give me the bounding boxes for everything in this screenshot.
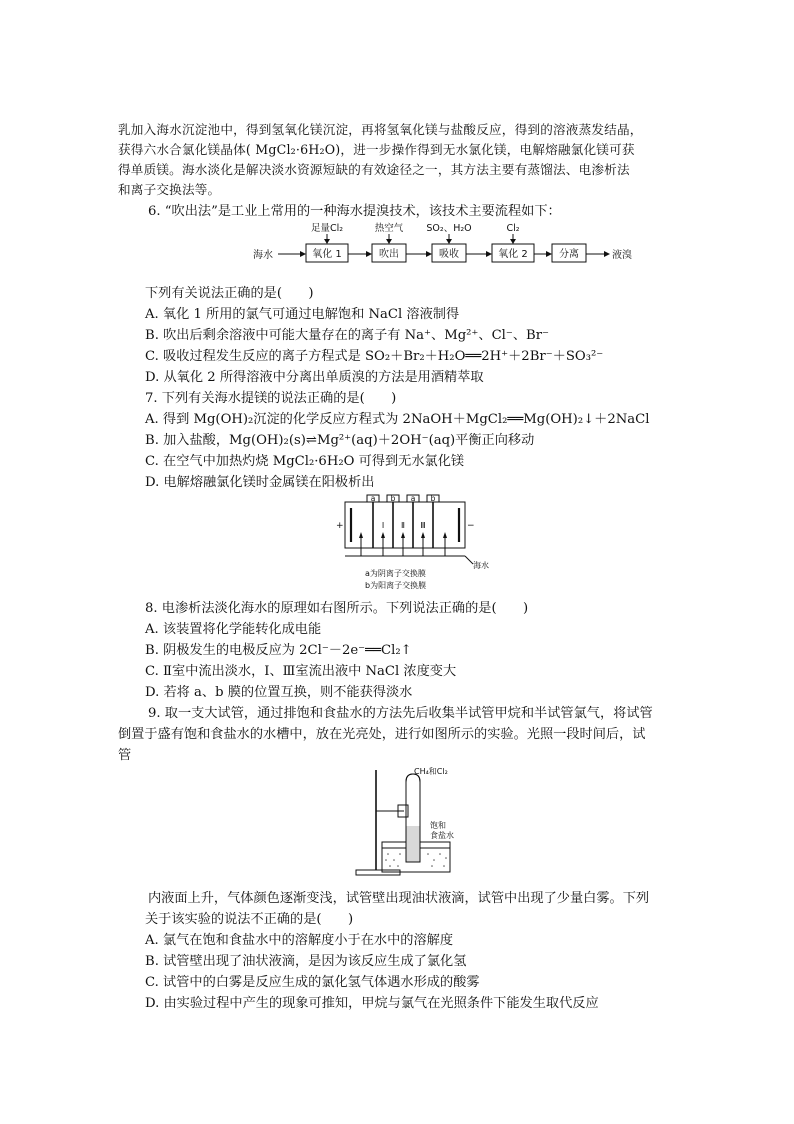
anode-sign: + bbox=[336, 521, 344, 531]
q9-continue-line-1: 内液面上升，气体颜色逐渐变浅，试管壁出现油状液滴，试管中出现了少量白雾。下列 bbox=[148, 891, 650, 906]
membrane-label-2: b bbox=[390, 494, 396, 503]
flow-input-cl2: Cl₂ bbox=[506, 223, 520, 234]
flow-box-oxidation2: 氧化 2 bbox=[498, 249, 528, 260]
methane-chlorine-figure bbox=[350, 766, 480, 882]
intro-line-1: 乳加入海水沉淀池中，得到氢氧化镁沉淀，再将氢氧化镁与盐酸反应，得到的溶液蒸发结晶， bbox=[118, 122, 643, 137]
intro-line-3: 得单质镁。海水淡化是解决淡水资源短缺的有效途径之一，其方法主要有蒸馏法、电渗析法 bbox=[118, 162, 630, 177]
q9-stem-line-1: 9. 取一支大试管，通过排饱和食盐水的方法先后收集半试管甲烷和半试管氯气，将试管 bbox=[148, 706, 653, 721]
q9-continue-line-2: 关于该实验的说法不正确的是( ) bbox=[145, 912, 354, 927]
flow-box-oxidation1: 氧化 1 bbox=[312, 249, 342, 260]
intro-line-2: 获得六水合氯化镁晶体( MgCl₂·6H₂O)，进一步操作得到无水氯化镁，电解熔融氯化镁可获 bbox=[118, 142, 635, 157]
q6-stem: 6. “吹出法”是工业上常用的一种海水提溴技术，该技术主要流程如下： bbox=[148, 204, 561, 219]
q6-option-a: A. 氧化 1 所用的氯气可通过电解饱和 NaCl 溶液制得 bbox=[145, 307, 460, 322]
flow-end: 液溴 bbox=[612, 250, 632, 261]
q7-option-b: B. 加入盐酸，Mg(OH)₂(s)⇌Mg²⁺(aq)＋2OH⁻(aq)平衡正向移动 bbox=[145, 433, 535, 448]
q9-option-b: B. 试管壁出现了油状液滴，是因为该反应生成了氯化氢 bbox=[145, 954, 467, 969]
bromine-flow-diagram bbox=[240, 222, 640, 272]
q6-option-d: D. 从氧化 2 所得溶液中分离出单质溴的方法是用酒精萃取 bbox=[145, 370, 484, 385]
q7-option-c: C. 在空气中加热灼烧 MgCl₂·6H₂O 可得到无水氯化镁 bbox=[145, 454, 465, 469]
cathode-sign: − bbox=[467, 521, 475, 531]
q8-stem: 8. 电渗析法淡化海水的原理如右图所示。下列说法正确的是( ) bbox=[145, 601, 529, 616]
room-3-label: Ⅲ bbox=[420, 521, 426, 530]
q6-option-b: B. 吹出后剩余溶液中可能大量存在的离子有 Na⁺、Mg²⁺、Cl⁻、Br⁻ bbox=[145, 328, 549, 343]
seawater-label: 海水 bbox=[473, 561, 489, 570]
q6-ask: 下列有关说法正确的是( ) bbox=[145, 286, 314, 301]
legend-b: b为阳离子交换膜 bbox=[365, 581, 427, 590]
flow-start: 海水 bbox=[253, 250, 273, 261]
q9-stem-line-3: 管 bbox=[118, 748, 132, 763]
membrane-label-1: a bbox=[370, 494, 376, 503]
flow-input-cl2-excess: 足量Cl₂ bbox=[310, 223, 344, 234]
intro-line-4: 和离子交换法等。 bbox=[118, 182, 221, 197]
gas-label: CH₄和Cl₂ bbox=[414, 767, 448, 776]
q8-option-c: C. Ⅱ室中流出淡水，Ⅰ、Ⅲ室流出液中 NaCl 浓度变大 bbox=[145, 664, 457, 679]
brine-label-1: 饱和 bbox=[430, 821, 446, 830]
membrane-label-3: a bbox=[410, 494, 416, 503]
membrane-label-4: b bbox=[430, 494, 436, 503]
q8-option-d: D. 若将 a、b 膜的位置互换，则不能获得淡水 bbox=[145, 685, 413, 700]
q9-option-a: A. 氯气在饱和食盐水中的溶解度小于在水中的溶解度 bbox=[145, 933, 454, 948]
q9-option-c: C. 试管中的白雾是反应生成的氯化氢气体遇水形成的酸雾 bbox=[145, 975, 480, 990]
flow-box-absorb: 吸收 bbox=[439, 249, 459, 260]
flow-input-hot-air: 热空气 bbox=[374, 223, 404, 234]
q7-stem: 7. 下列有关海水提镁的说法正确的是( ) bbox=[145, 391, 397, 406]
q9-stem-line-2: 倒置于盛有饱和食盐水的水槽中，放在光亮处，进行如图所示的实验。光照一段时间后，试 bbox=[118, 727, 646, 742]
brine-label-2: 食盐水 bbox=[430, 831, 454, 840]
q6-option-c: C. 吸收过程发生反应的离子方程式是 SO₂＋Br₂＋H₂O══2H⁺＋2Br⁻＋SO₃²⁻ bbox=[145, 349, 604, 364]
room-2-label: Ⅱ bbox=[401, 521, 405, 530]
q7-option-d: D. 电解熔融氯化镁时金属镁在阳极析出 bbox=[145, 475, 375, 490]
flow-box-separate: 分离 bbox=[559, 249, 579, 260]
flow-box-blowout: 吹出 bbox=[379, 249, 399, 260]
room-1-label: Ⅰ bbox=[381, 521, 385, 530]
legend-a: a为阴离子交换膜 bbox=[365, 569, 426, 578]
q9-option-d: D. 由实验过程中产生的现象可推知，甲烷与氯气在光照条件下能发生取代反应 bbox=[145, 996, 599, 1011]
electrodialysis-figure bbox=[333, 494, 493, 594]
q7-option-a: A. 得到 Mg(OH)₂沉淀的化学反应方程式为 2NaOH＋MgCl₂══Mg(OH)₂↓＋2NaCl bbox=[145, 412, 650, 427]
q8-option-b: B. 阴极发生的电极反应为 2Cl⁻－2e⁻══Cl₂↑ bbox=[145, 643, 412, 658]
flow-input-so2-h2o: SO₂、H₂O bbox=[426, 223, 472, 234]
q8-option-a: A. 该装置将化学能转化成电能 bbox=[145, 622, 322, 637]
